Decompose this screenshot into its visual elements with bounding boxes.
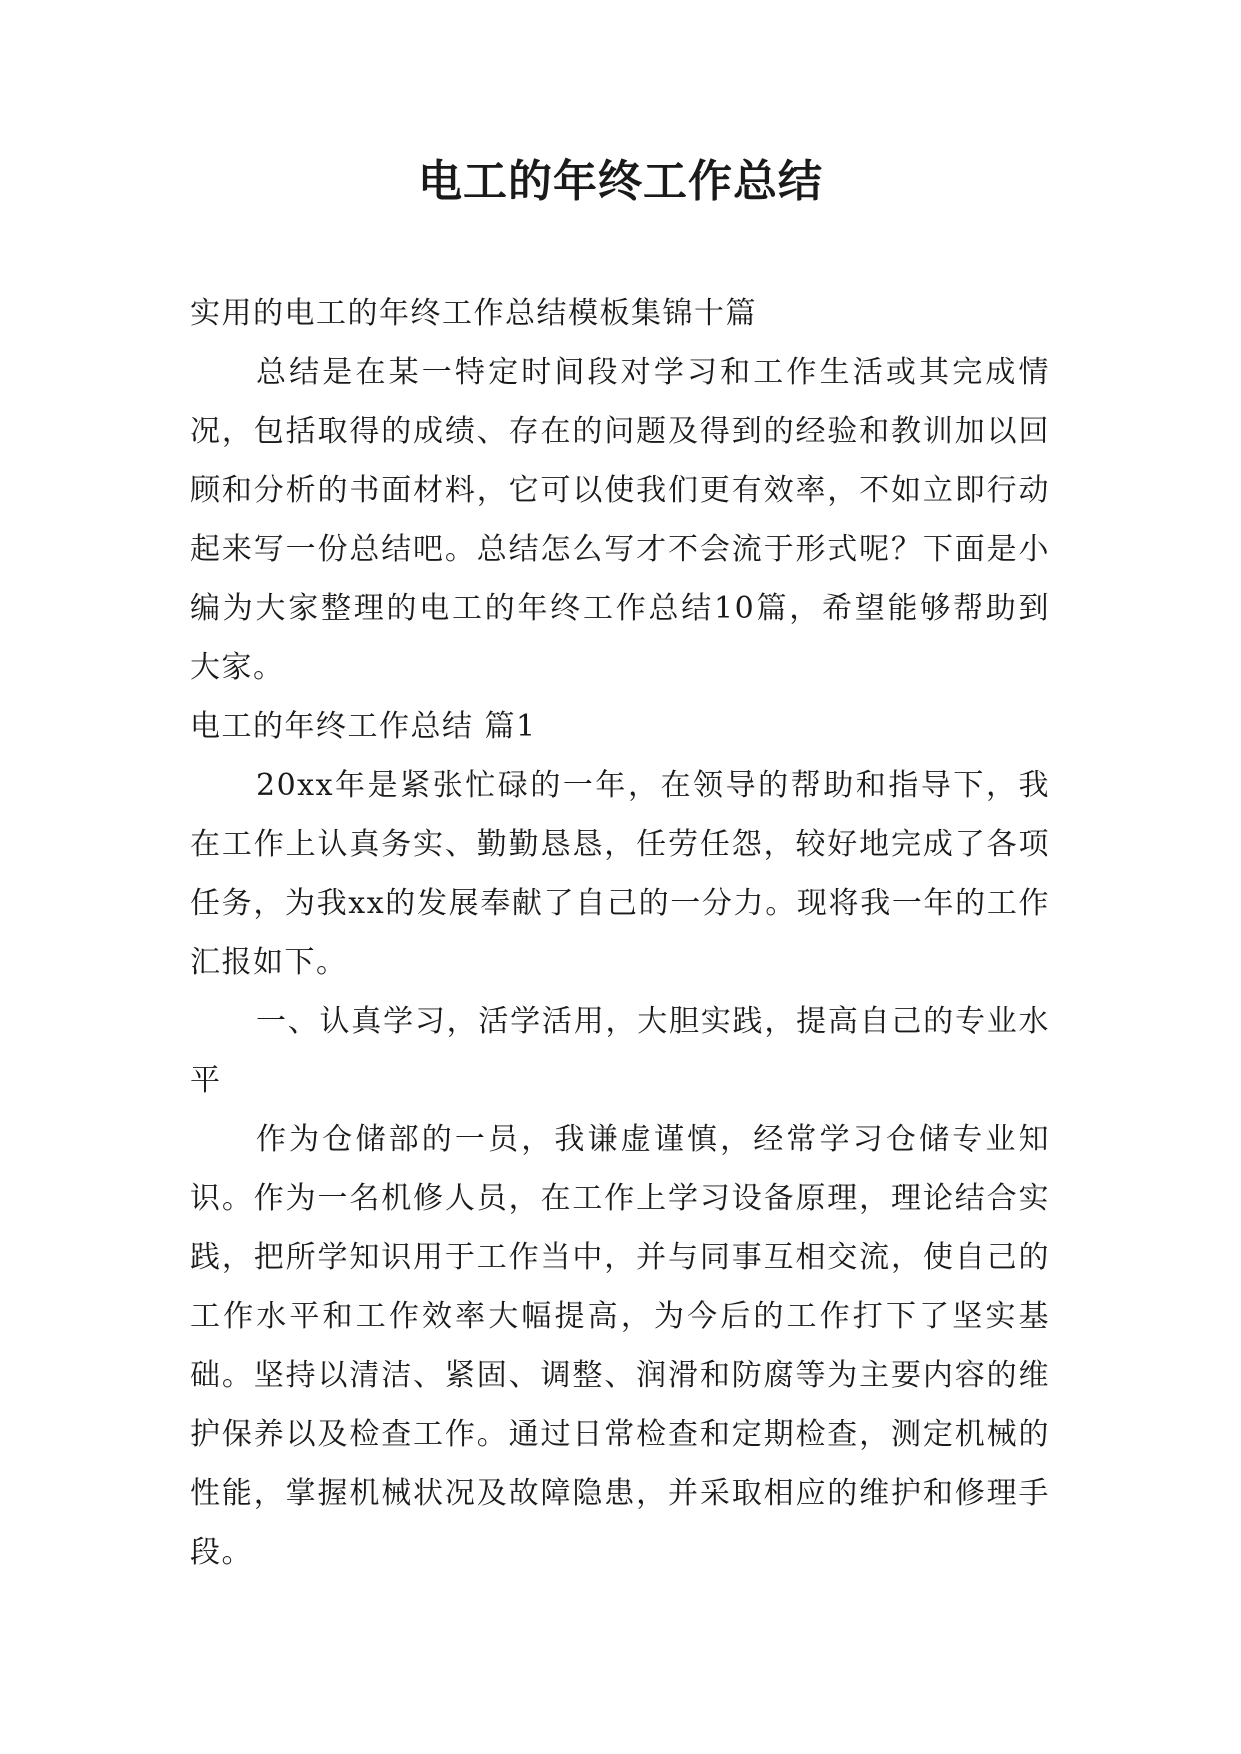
body-paragraph: 20xx年是紧张忙碌的一年，在领导的帮助和指导下，我在工作上认真务实、勤勤恳恳，任劳任怨，较好地完成了各项任务，为我xx的发展奉献了自己的一分力。现将我一年的工作汇报如下。	[190, 768, 1050, 980]
document-body	[190, 284, 1050, 1582]
section-heading: 电工的年终工作总结 篇1	[190, 709, 537, 744]
document-title: 电工的年终工作总结	[418, 156, 823, 207]
subsection-heading: 一、认真学习，活学活用，大胆实践，提高自己的专业水平	[190, 1004, 1050, 1098]
intro-paragraph: 总结是在某一特定时间段对学习和工作生活或其完成情况，包括取得的成绩、存在的问题及得到的经验和教训加以回顾和分析的书面材料，它可以使我们更有效率，不如立即行动起来写一份总结吧。总结怎么写才不会流于形式呢？下面是小编为大家整理的电工的年终工作总结10篇，希望能够帮助到大家。	[190, 355, 1050, 685]
document-subtitle: 实用的电工的年终工作总结模板集锦十篇	[190, 296, 757, 331]
body-paragraph: 作为仓储部的一员，我谦虚谨慎，经常学习仓储专业知识。作为一名机修人员，在工作上学习设备原理，理论结合实践，把所学知识用于工作当中，并与同事互相交流，使自己的工作水平和工作效率大幅提高，为今后的工作打下了坚实基础。坚持以清洁、紧固、调整、润滑和防腐等为主要内容的维护保养以及检查工作。通过日常检查和定期检查，测定机械的性能，掌握机械状况及故障隐患，并采取相应的维护和修理手段。	[190, 1122, 1050, 1570]
